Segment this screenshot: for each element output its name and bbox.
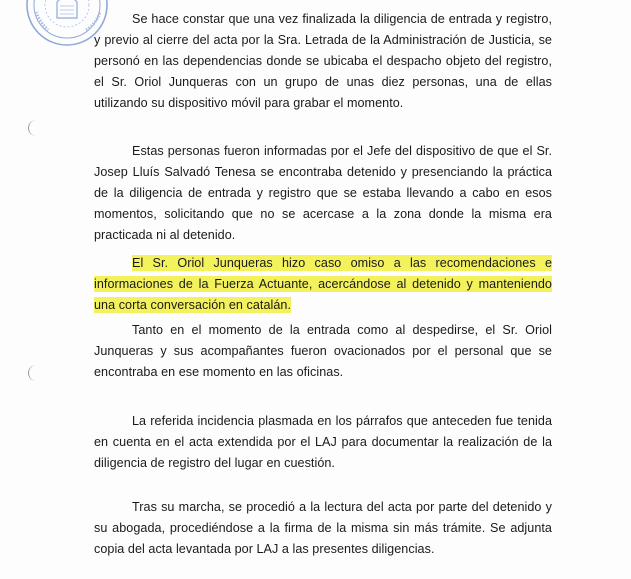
paragraph-3-highlighted [94, 253, 552, 316]
paragraph-5: La referida incidencia plasmada en los párrafos que anteceden fue tenida en cuenta en el acta extendida por el LAJ para documentar la realización de la diligencia de registro del lugar en cuestión. [94, 414, 552, 471]
paragraph-6: Tras su marcha, se procedió a la lectura del acta por parte del detenido y su abogada, procediéndose a la firma de la misma sin más trámite. Se adjunta copia del acta levantada por LAJ a las presentes diligencias. [94, 500, 552, 557]
highlighted-text: El Sr. Oriol Junqueras hizo caso omiso a las recomendaciones e informaciones de la Fuerza Actuante, acercándose al detenido y manteniendo una corta conversación en catalán. [94, 256, 552, 313]
paragraph-2: Estas personas fueron informadas por el Jefe del dispositivo de que el Sr. Josep Lluís Salvadó Tenesa se encontraba detenido y presenciando la práctica de la diligencia de entrada y registro que se estaba llevando a cabo en esos momentos, solicitando que no se acercase a la zona donde la misma era practicada ni al detenido. [94, 144, 552, 243]
punch-hole-mark [28, 365, 39, 381]
paragraph-4: Tanto en el momento de la entrada como al despedirse, el Sr. Oriol Junqueras y sus acompañantes fueron ovacionados por el personal que se encontraba en ese momento en las oficinas. [94, 323, 552, 380]
paragraph-1: Se hace constar que una vez finalizada la diligencia de entrada y registro, y previo al cierre del acta por la Sra. Letrada de la Administración de Justicia, se personó en las dependencias donde se ubicaba el despacho objeto del registro, el Sr. Oriol Junqueras con un grupo de unas diez personas, una de ellas utilizando su dispositivo móvil para grabar el momento. [94, 12, 552, 111]
punch-hole-mark [28, 120, 39, 136]
